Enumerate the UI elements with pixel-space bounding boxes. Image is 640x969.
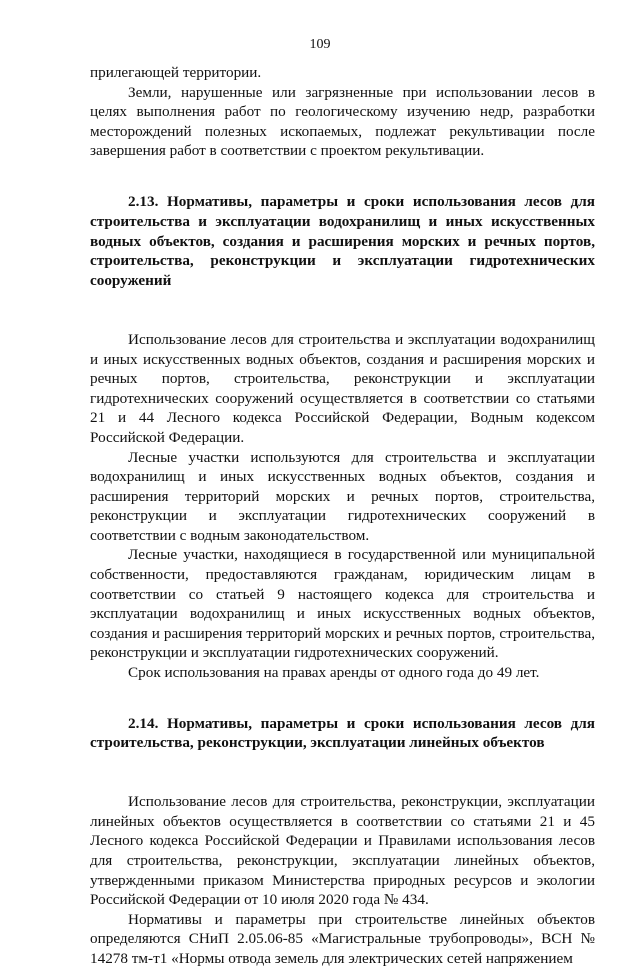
paragraph: Использование лесов для строительства, реконструкции, эксплуатации линейных объектов осуществляется в соответствии со статьями 21 и 45 Лесного кодекса Российской Федерации и Правилами использования лесов для строительства, реконструкции, эксплуатации линейных объектов, утвержденными приказом Министерства природных ресурсов и экологии Российской Федерации от 10 июля 2020 года № 434. [90, 793, 595, 909]
paragraph: Лесные участки используются для строительства и эксплуатации водохранилищ и иных искусственных водных объектов, создания и расширения территорий морских и речных портов, строительства, реконструкции и эксплуатации гидротехнических сооружений в соответствии с водным законодательством. [90, 448, 595, 544]
paragraph: Срок использования на правах аренды от одного года до 49 лет. [128, 664, 540, 682]
paragraph: Нормативы и параметры при строительстве линейных объектов определяются СНиП 2.05.06-85 «Магистральные трубопроводы», ВСН № 14278 тм-т1 «Нормы отвода земель для электрических сетей напряжением [90, 910, 595, 967]
paragraph: Использование лесов для строительства и эксплуатации водохранилищ и иных искусственных водных объектов, создания и расширения морских и речных портов, строительства, реконструкции и эксплуатации гидротехнических сооружений осуществляется в соответствии со статьями 21 и 44 Лесного кодекса Российской Федерации, Водным кодексом Российской Федерации. [90, 330, 595, 446]
paragraph: Земли, нарушенные или загрязненные при использовании лесов в целях выполнения работ по геологическому изучению недр, разработки месторождений полезных ископаемых, подлежат рекультивации после завершения работ в соответствии с проектом рекультивации. [90, 83, 595, 160]
page-number: 109 [309, 37, 331, 52]
page-text [90, 0, 595, 969]
section-heading: 2.13. Нормативы, параметры и сроки использования лесов для строительства и эксплуатации водохранилищ и иных искусственных водных объектов, создания и расширения морских и речных портов, строительства, реконструкции и эксплуатации гидротехнических сооружений [90, 192, 595, 290]
paragraph: прилегающей территории. [90, 64, 262, 81]
paragraph: Лесные участки, находящиеся в государственной или муниципальной собственности, предоставляются гражданам, юридическим лицам в соответствии со статьей 9 настоящего кодекса для строительства и эксплуатации водохранилищ и иных искусственных водных объектов, создания и расширения территорий морских и речных портов, строительства, реконструкции и эксплуатации гидротехнических сооружений. [90, 546, 595, 662]
section-heading: 2.14. Нормативы, параметры и сроки использования лесов для строительства, реконструкции, эксплуатации линейных объектов [90, 714, 595, 752]
